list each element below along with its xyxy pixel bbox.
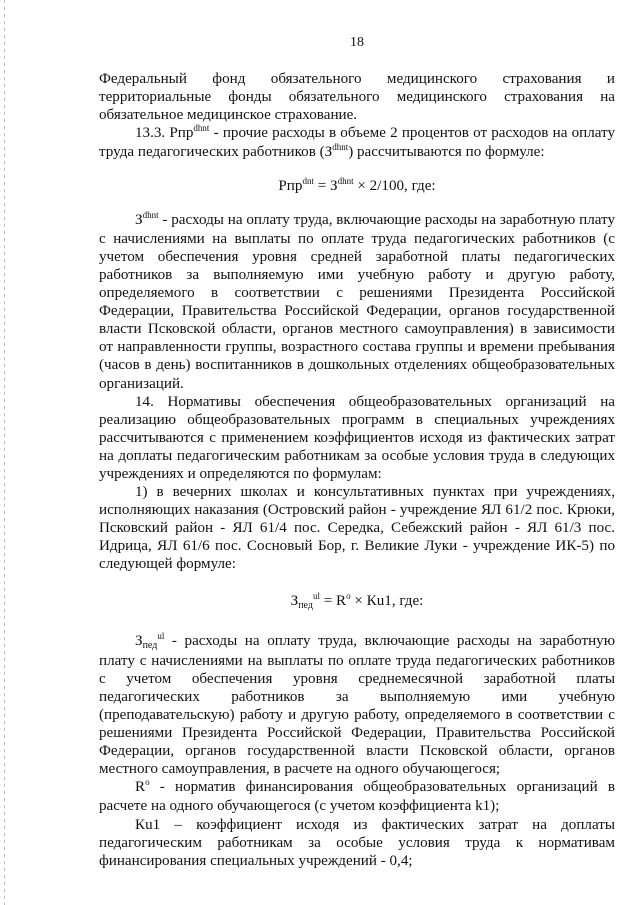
def2-text: - расходы на оплату труда, включающие расходы на заработную плату с начислениями на выплаты по оплате труда педагогических работников с учетом обеспечения уровня среднемесячной заработной платы педагогических работников за выполняемую ими учебную (преподавательскую) работу и другую работу, определяемого в соответствии с решениями Президента Российской Федерации, Правительства Российской Федерации, органов государственной власти Псковской области, органов местного самоуправления, в расчете на одного обучающегося; bbox=[99, 632, 615, 778]
p2-suffix: ) рассчитываются по формуле: bbox=[348, 144, 545, 161]
def2-symbol: З bbox=[135, 632, 143, 649]
def2-symbol-sub: пед bbox=[142, 639, 158, 651]
formula-zped bbox=[99, 592, 615, 612]
def1-symbol: З bbox=[135, 211, 143, 228]
scan-edge-line bbox=[4, 0, 5, 905]
p2-sup2: dhnt bbox=[332, 142, 349, 153]
formula1-lhs-sup: dnt bbox=[302, 175, 314, 186]
definition-r-o bbox=[99, 778, 615, 815]
formula1-eq: = З bbox=[313, 177, 338, 194]
p2-mid: - прочие расходы в объеме 2 процентов от расходов на оплату труда педагогических работников (З bbox=[99, 125, 615, 161]
formula2-r-sup: o bbox=[346, 590, 351, 601]
formula1-rhs-sup: dhnt bbox=[337, 175, 354, 186]
formula1-lhs: Рпр bbox=[278, 177, 303, 194]
formula2-eq: = R bbox=[319, 592, 347, 609]
paragraph-13-3 bbox=[99, 124, 615, 162]
formula-rpr bbox=[99, 177, 615, 196]
def3-symbol-sup: o bbox=[145, 777, 150, 788]
document-page bbox=[99, 34, 615, 870]
list-item-1: 1) в вечерних школах и консультативных пунктах при учреждениях, исполняющих наказания (Островский район - учреждение ЯЛ 61/2 пос. Крюки, Псковский район - ЯЛ 61/4 пос. Середка, Себежский район - ЯЛ 61/3 пос. Идрица, ЯЛ 61/6 пос. Сосновый Бор, г. Великие Луки - учреждение ИК-5) по следующей формуле: bbox=[99, 484, 615, 573]
def1-text: - расходы на оплату труда, включающие расходы на заработную плату с начислениями на выплаты по оплате труда педагогических работников (с учетом обеспечения уровня средней заработной платы педагогических работников за выполняемую ими учебную работу и другую работу, определяемого в соответствии с решениями Президента Российской Федерации, Правительства Российской Федерации, органов государственной власти Псковской области, органов местного самоуправления) в зависимости от направленности группы, возрастного состава группы и времени пребывания (часов в день) воспитанников в дошкольных отделениях общеобразовательных организаций. bbox=[99, 211, 615, 392]
p2-prefix: 13.3. Рпр bbox=[135, 125, 194, 142]
def1-symbol-sup: dhnt bbox=[142, 209, 159, 220]
paragraph-funds: Федеральный фонд обязательного медицинского страхования и территориальные фонды обязательного медицинского страхования на обязательное медицинское страхование. bbox=[99, 71, 615, 124]
definition-z-dhnt bbox=[99, 211, 615, 393]
p2-sup1: dhnt bbox=[193, 123, 210, 134]
def2-symbol-sup: ul bbox=[157, 630, 165, 641]
definition-z-ped bbox=[99, 632, 615, 779]
formula2-tail: × Кu1, где: bbox=[350, 592, 424, 609]
def3-text: - норматив финансирования общеобразовательных организаций в расчете на одного обучающегося (с учетом коэффициента k1); bbox=[99, 779, 615, 815]
formula2-lhs-sup: ul bbox=[312, 590, 320, 601]
formula1-tail: × 2/100, где: bbox=[353, 177, 436, 194]
formula2-lhs-sub: пед bbox=[298, 599, 313, 611]
def3-symbol: R bbox=[135, 779, 146, 796]
definition-ku1: Кu1 – коэффициент исходя из фактических затрат на доплаты педагогическим работникам за особые условия труда к нормативам финансирования специальных учреждений - 0,4; bbox=[99, 816, 615, 869]
formula2-lhs: З bbox=[290, 592, 299, 609]
page-number: 18 bbox=[350, 35, 364, 50]
paragraph-14: 14. Нормативы обеспечения общеобразовательных организаций на реализацию общеобразовательных программ в специальных учреждениях рассчитываются с применением коэффициентов исходя из фактических затрат на доплаты педагогическим работникам за особые условия труда в следующих учреждениях и определяются по формулам: bbox=[99, 393, 615, 482]
